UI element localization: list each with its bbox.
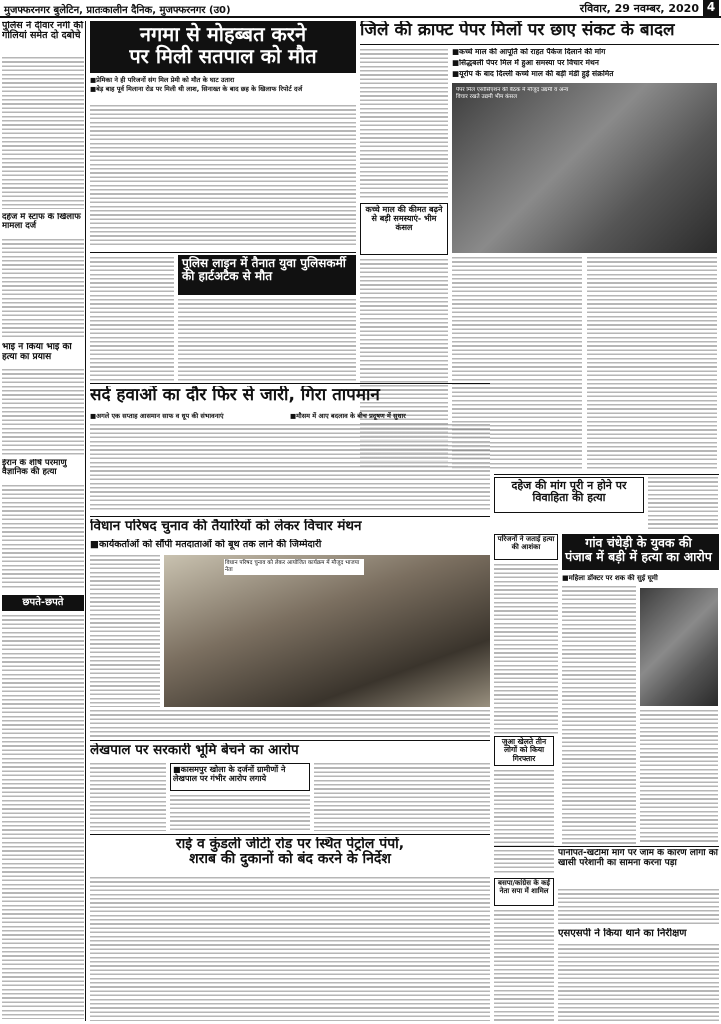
council-body-bottom: [90, 710, 490, 738]
punjab-body-right: [640, 710, 718, 844]
story-love: [90, 21, 356, 249]
love-headline-line2: पर मिली सतपाल को मौत: [129, 44, 317, 68]
council-body-left: [90, 555, 160, 707]
punjab-victim-photo: [640, 588, 718, 706]
left-column: [2, 21, 86, 1021]
issue-date: रविवार, 29 नवम्बर, 2020: [579, 2, 699, 15]
left-story2-headline: दहेज में स्टाफ के खिलाफ मामला दर्ज: [2, 213, 81, 232]
sp-headline: एसएसपी ने किया थाने का निरीक्षण: [558, 928, 687, 939]
story-police: [90, 252, 356, 382]
left-story3-body: [2, 369, 84, 455]
left-story4-body: [2, 485, 84, 589]
story-himachal: [622, 834, 719, 844]
jewel-headline: परिजनों ने जताई हत्या की आशंका: [494, 534, 558, 560]
dowry-headline: दहेज की मांग पूरी न होने पर विवाहिता की हत्या: [494, 477, 644, 513]
petrol-body: [90, 877, 490, 1021]
punjab-headline: [562, 534, 719, 570]
page-number: 4: [703, 0, 719, 17]
cold-subhead-b: ■ मौसम में आए बदलाव के बीच प्रदूषण में सुधार: [290, 412, 490, 421]
love-body: [90, 105, 356, 247]
left-story1-headline: पुलिस ने दीवार नगी की गोलियां समेत दो दबोचे: [2, 21, 84, 42]
love-headline-line1: नगमा से मोहब्बत करने: [139, 22, 307, 46]
punjab-body-left: [562, 586, 636, 844]
story-bsp: [494, 878, 554, 1022]
love-subhead-a: ■ प्रेमिका ने ही परिजनों संग मिल प्रेमी को मौत के घाट उतारा: [90, 76, 356, 85]
council-photo: [164, 555, 490, 707]
paper-body-left: [360, 49, 448, 199]
story-petrol: [90, 834, 490, 1022]
paper-photo-caption: पेपर मिल एसोसिएशन की बैठक में मौजूद उद्यमी व अन्य विचार रखते उद्यमी भीम कंसल: [456, 87, 569, 100]
paper-name: मुजफ्फरनगर बुलेटिन, प्रातःकालीन दैनिक, मुजफ्फरनगर (उ0): [4, 5, 231, 16]
cold-headline: सर्द हवाओं का दौर फिर से जारी, गिरा तापमान: [90, 386, 380, 405]
bsp-body: [494, 910, 554, 1022]
jula-headline: जुआ खेलते तीन लोगों को किया गिरफ्तार: [494, 736, 554, 766]
land-headline: लेखपाल पर सरकारी भूमि बेचने का आरोप: [90, 743, 299, 758]
briefs-heading: छपते-छपते: [2, 595, 84, 611]
masthead: [0, 0, 721, 18]
dowry-body: [648, 477, 718, 529]
punjab-headline-line2: पंजाब में बड़ी में हत्या का आरोप: [565, 548, 712, 564]
highway-headline: पानीपत-खटीमा मार्ग पर जाम के कारण लोगों को खासी परेशानी का सामना करना पड़ा: [558, 849, 719, 868]
paper-body-right: [587, 257, 717, 469]
story-council: [90, 516, 490, 708]
left-story2-body: [2, 239, 84, 339]
land-body-left: [90, 763, 166, 831]
council-subhead: ■ कार्यकर्ताओं को सौंपी मतदाताओं को बूथ तक लाने की जिम्मेदारी: [90, 539, 490, 551]
cold-body: [90, 424, 490, 512]
paper-headline: जिले की क्राफ्ट पेपर मिलों पर छाए संकट के बादल: [360, 21, 719, 45]
paper-subhead-a: ■ कच्चे माल की आपूर्ति को राहत पैकेज दिलाने की मांग: [452, 48, 717, 57]
punjab-subhead: ■ महिला डॉक्टर पर शक की सुई घूमी: [562, 574, 719, 583]
jewel-body: [494, 564, 558, 734]
highway-body: [558, 889, 719, 925]
cold-subhead-a: ■ अगले एक सप्ताह आसमान साफ व धूप की संभावनाएं: [90, 412, 286, 421]
love-headline: [90, 21, 356, 73]
left-story1-body: [2, 57, 84, 209]
story-jewel: [494, 534, 558, 734]
paper-meeting-photo: [452, 83, 717, 253]
police-body-right: [178, 299, 356, 381]
left-story4-headline: ईरान के शीर्ष परमाणु वैज्ञानिक की हत्या: [2, 459, 67, 478]
police-headline: पुलिस लाइन में तैनात युवा पुलिसकर्मी की हार्टअटैक से मौत: [178, 255, 356, 295]
petrol-headline-line2: शराब की दुकानों को बंद करने के निर्देश: [189, 851, 391, 868]
briefs-body: [2, 615, 84, 1019]
left-story3-headline: भाई ने किया भाई की हत्या का प्रयास: [2, 343, 72, 362]
land-subhead: ■ कासमपुर खोला के दर्जनों ग्रामीणों ने लेखपाल पर गंभीर आरोप लगाये: [170, 763, 310, 791]
story-sp: [558, 928, 719, 1022]
story-punjab: [562, 534, 719, 844]
land-body-mid: [170, 795, 310, 831]
petrol-headline: [90, 837, 490, 873]
council-photo-caption: विधान परिषद चुनाव को लेकर आयोजित कार्यक्रम में मौजूद भाजपा नेता: [224, 559, 364, 575]
sp-body: [558, 944, 719, 1022]
paper-quote-box: कच्चे माल की कीमत बढ़ने से बड़ी समस्याएं- भीम कंसल: [360, 203, 448, 255]
story-dowry: [494, 474, 719, 530]
paper-subhead-c: ■ यूरोप के बाद दिल्ली कच्चे माल की बड़ी मंडी हुई संक्रमित: [452, 70, 717, 79]
punjab-headline-line1: गांव चंधेड़ी के युवक की: [585, 535, 692, 550]
police-body-left: [90, 257, 174, 381]
paper-subhead-b: ■ सिद्धबली पेपर मिल में हुआ समस्या पर विचार मंथन: [452, 59, 717, 68]
petrol-headline-line1: राई व कुंडली जीटी रोड पर स्थित पेट्रोल पंपों,: [175, 837, 405, 852]
bsp-headline: बसपा/कांग्रेस के कई नेता सपा में शामिल: [494, 878, 554, 906]
love-subhead-b: ■ बेड़ बाह पूर्व मिलाना रोड पर मिली थी लाश, सिनाख्त के बाद छह के खिलाफ रिपोर्ट दर्ज: [90, 85, 356, 102]
council-headline: विधान परिषद चुनाव की तैयारियों को लेकर विचार मंथन: [90, 519, 362, 534]
story-cold: [90, 383, 490, 513]
land-body-right: [314, 763, 490, 831]
story-land: [90, 740, 490, 832]
